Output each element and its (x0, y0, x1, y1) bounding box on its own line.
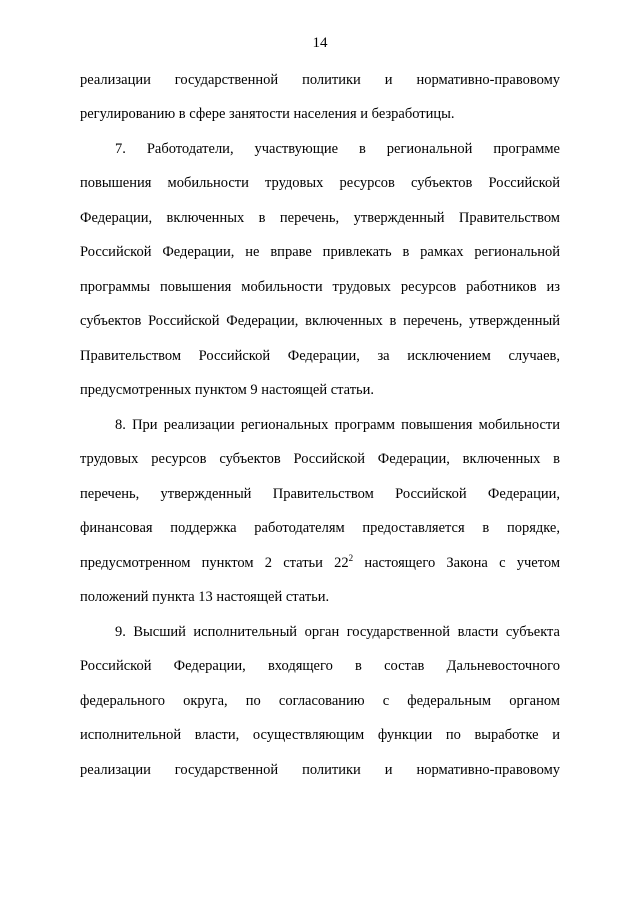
text-line: реализации государственной политики и нормативно-правовому (80, 762, 560, 778)
text-line: предусмотренных пунктом 9 настоящей статьи. (80, 382, 375, 398)
text-line: положений пункта 13 настоящей статьи. (80, 589, 330, 605)
text-fragment: настоящего Закона с учетом (353, 555, 560, 571)
page-number: 14 (312, 35, 328, 51)
paragraph-7-first-line: 7. Работодатели, участвующие в региональной программе (115, 141, 560, 157)
text-line: Федерации, включенных в перечень, утвержденный Правительством (80, 210, 560, 226)
paragraph-9-first-line: 9. Высший исполнительный орган государственной власти субъекта (115, 624, 560, 640)
text-line: программы повышения мобильности трудовых ресурсов работников из (80, 279, 560, 295)
text-line: субъектов Российской Федерации, включенных в перечень, утвержденный (80, 313, 560, 329)
text-line: регулированию в сфере занятости населения и безработицы. (80, 106, 455, 122)
text-fragment: предусмотренном пунктом 2 статьи 22 (80, 555, 349, 571)
text-line: повышения мобильности трудовых ресурсов субъектов Российской (80, 175, 560, 191)
text-line: федерального округа, по согласованию с федеральным органом (80, 693, 560, 709)
text-line: реализации государственной политики и нормативно-правовому (80, 72, 560, 88)
text-line: финансовая поддержка работодателям предоставляется в порядке, (80, 520, 560, 536)
text-line-with-superscript (80, 553, 560, 573)
text-line: трудовых ресурсов субъектов Российской Федерации, включенных в (80, 451, 560, 467)
paragraph-8-first-line: 8. При реализации региональных программ повышения мобильности (115, 417, 560, 433)
text-line: Российской Федерации, входящего в состав Дальневосточного (80, 658, 560, 674)
text-line: перечень, утвержденный Правительством Российской Федерации, (80, 486, 560, 502)
text-line: Правительством Российской Федерации, за исключением случаев, (80, 348, 560, 364)
superscript: 2 (348, 553, 354, 563)
text-line: исполнительной власти, осуществляющим функции по выработке и (80, 727, 560, 743)
text-line: Российской Федерации, не вправе привлекать в рамках региональной (80, 244, 560, 260)
